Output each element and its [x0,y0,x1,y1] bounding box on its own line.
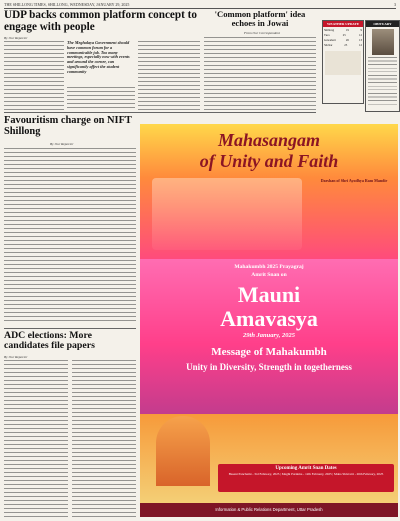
advertisement [140,124,398,517]
weather-rows [323,27,363,49]
story4-col2 [72,360,136,517]
ad-message-line1: Message of Mahakumbh [211,346,327,358]
weather-box [322,20,364,104]
story1-col3 [138,41,200,111]
page-header [4,2,396,9]
obituary-title: OBITUARY [366,21,399,27]
story3-headline: Favouritism charge on NIFT Shillong [4,115,132,137]
obituary-photo [372,29,394,55]
divider-horizontal [4,112,316,113]
story2-headline-display [204,10,316,28]
ad-upcoming-dates: Basant Panchami - 3rd February, 2025 | Maghi Purnima - 12th February, 2025 | Maha Shivratri - 26th February, 2025 [228,472,384,476]
ad-title-line1: Mahasangam [217,130,321,150]
page-header-left: THE SHILLONG TIMES, SHILLONG, WEDNESDAY, JANUARY 29, 2025 [4,2,130,7]
story4-headline: ADC elections: More candidates file papers [4,330,95,352]
ad-headline-line2: Amavasya [220,306,318,331]
story1-col2 [67,87,135,111]
story1-quote-text: The Meghalaya Government should have common forum for a communicable job. Too many meetings, especially now with events and around the corner, can significantly affect the student community [67,41,130,74]
ad-subevent: Amrit Snan on [251,272,287,278]
story4-col1 [4,360,68,517]
weather-row: Tura 25 12 [324,33,362,37]
weather-row: Guwahati 26 13 [324,38,362,42]
ad-temple-illustration [152,178,302,250]
story1-pullquote [67,41,135,85]
obituary-text [368,57,397,107]
ad-message-line2: Unity in Diversity, Strength in togetherness [186,362,352,372]
story2-body [204,37,316,111]
ad-side-note: Darshan of Shri Ayodhya Ram Mandir [320,178,388,183]
weather-row: Shillong 19 9 [324,28,362,32]
ad-upcoming-box [218,464,394,492]
story2-byline: From Our Correspondent [244,31,280,35]
obituary-box [365,20,400,112]
divider-story4 [4,328,136,329]
story3-body [4,148,136,324]
weather-title: WEATHER UPDATE [323,21,363,27]
ad-footer: Information & Public Relations Department, Uttar Pradesh [140,503,398,517]
story3-byline: By Our Reporter [50,142,74,146]
ad-event: Mahakumbh 2025 Prayagraj [234,264,304,270]
weather-note [325,51,361,75]
ad-date: 29th January, 2025 [243,332,295,339]
story1-byline: By Our Reporter [4,36,28,40]
weather-row: Silchar 25 12 [324,43,362,47]
ad-portrait [156,416,210,486]
story1-col1 [4,41,64,111]
story1-headline: UDP backs common platform concept to engage with people [4,9,197,33]
page-number: 3 [394,2,396,7]
ad-headline-line1: Mauni [237,282,301,307]
story4-byline: By Our Reporter [4,355,28,359]
ad-upcoming-title: Upcoming Amrit Snan Dates [275,466,337,471]
ad-title-line2: of Unity and Faith [199,151,339,171]
story2-headline-text: 'Common platform' idea echoes in Jowai [214,9,306,29]
